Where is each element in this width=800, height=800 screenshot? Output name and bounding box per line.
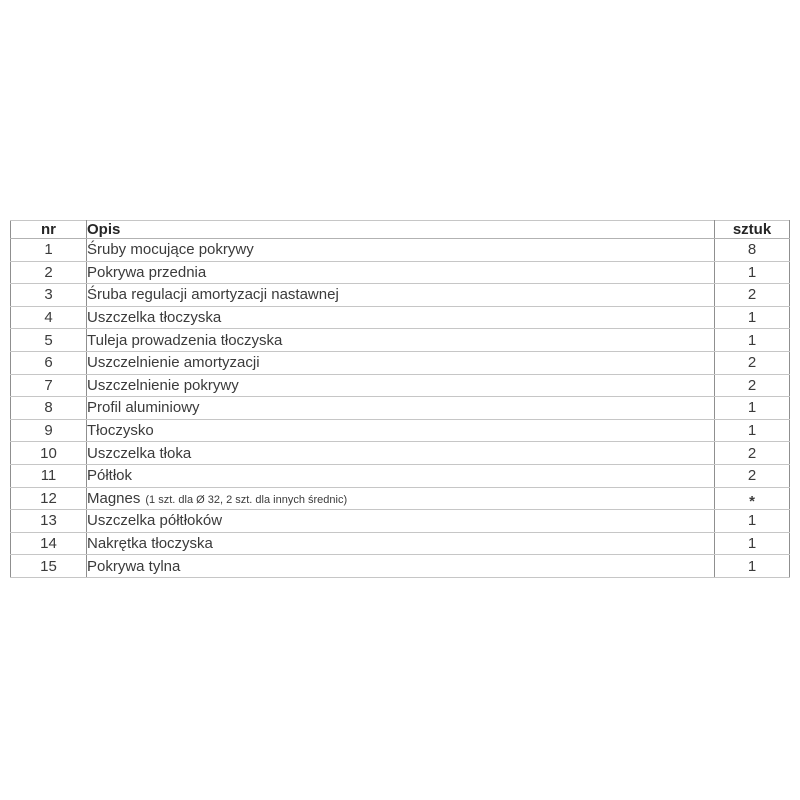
description-text: Tuleja prowadzenia tłoczyska	[87, 331, 283, 349]
row-quantity: 1	[715, 532, 790, 555]
table-row	[11, 442, 790, 465]
row-description	[87, 555, 715, 578]
table-row	[11, 555, 790, 578]
table-body	[11, 239, 790, 578]
row-quantity: 1	[715, 555, 790, 578]
row-description	[87, 510, 715, 533]
description-text: Śruby mocujące pokrywy	[87, 241, 254, 259]
row-number: 8	[11, 397, 87, 420]
table-row	[11, 487, 790, 510]
description-text: Pokrywa przednia	[87, 263, 207, 281]
description-text: Uszczelnienie pokrywy	[87, 376, 239, 394]
row-quantity: *	[715, 487, 790, 510]
table-row	[11, 284, 790, 307]
row-description	[87, 261, 715, 284]
row-description	[87, 239, 715, 262]
row-description	[87, 397, 715, 420]
table-row	[11, 397, 790, 420]
row-description	[87, 351, 715, 374]
row-number: 7	[11, 374, 87, 397]
row-quantity: 1	[715, 306, 790, 329]
row-number: 5	[11, 329, 87, 352]
row-description	[87, 487, 715, 510]
table-row	[11, 419, 790, 442]
description-text: Uszczelka półtłoków	[87, 512, 223, 530]
row-number: 1	[11, 239, 87, 262]
table-row	[11, 261, 790, 284]
description-text: Śruba regulacji amortyzacji nastawnej	[87, 286, 339, 304]
description-note: (1 szt. dla Ø 32, 2 szt. dla innych średnic)	[145, 493, 348, 506]
table-row	[11, 510, 790, 533]
row-description	[87, 374, 715, 397]
row-quantity: 2	[715, 374, 790, 397]
row-number: 14	[11, 532, 87, 555]
row-number: 3	[11, 284, 87, 307]
row-quantity: 1	[715, 419, 790, 442]
row-number: 4	[11, 306, 87, 329]
description-text: Tłoczysko	[87, 422, 154, 440]
row-quantity: 1	[715, 261, 790, 284]
row-quantity: 2	[715, 442, 790, 465]
column-header-opis: Opis	[87, 221, 715, 239]
description-text: Uszczelka tłoka	[87, 444, 192, 462]
column-header-sztuk: sztuk	[715, 221, 790, 239]
description-text: Półtłok	[87, 467, 133, 485]
table-header	[11, 221, 790, 239]
row-quantity: 8	[715, 239, 790, 262]
row-number: 2	[11, 261, 87, 284]
row-number: 6	[11, 351, 87, 374]
row-number: 11	[11, 464, 87, 487]
row-description	[87, 306, 715, 329]
table-row	[11, 239, 790, 262]
parts-table	[10, 220, 790, 578]
table-row	[11, 532, 790, 555]
table-row	[11, 464, 790, 487]
table-row	[11, 329, 790, 352]
row-description	[87, 464, 715, 487]
row-description	[87, 284, 715, 307]
description-text: Nakrętka tłoczyska	[87, 535, 213, 553]
table-row	[11, 306, 790, 329]
header-row	[11, 221, 790, 239]
row-quantity: 1	[715, 510, 790, 533]
row-description	[87, 442, 715, 465]
row-quantity: 2	[715, 464, 790, 487]
row-quantity: 1	[715, 329, 790, 352]
row-quantity: 2	[715, 351, 790, 374]
description-text: Pokrywa tylna	[87, 557, 181, 575]
description-text: Uszczelnienie amortyzacji	[87, 354, 260, 372]
row-number: 9	[11, 419, 87, 442]
column-header-nr: nr	[11, 221, 87, 239]
row-number: 12	[11, 487, 87, 510]
row-number: 13	[11, 510, 87, 533]
description-text: Magnes	[87, 489, 141, 507]
description-text: Uszczelka tłoczyska	[87, 309, 222, 327]
description-text: Profil aluminiowy	[87, 399, 200, 417]
row-quantity: 2	[715, 284, 790, 307]
row-number: 15	[11, 555, 87, 578]
row-description	[87, 532, 715, 555]
row-description	[87, 419, 715, 442]
row-quantity: 1	[715, 397, 790, 420]
table-row	[11, 351, 790, 374]
row-description	[87, 329, 715, 352]
table-row	[11, 374, 790, 397]
row-number: 10	[11, 442, 87, 465]
